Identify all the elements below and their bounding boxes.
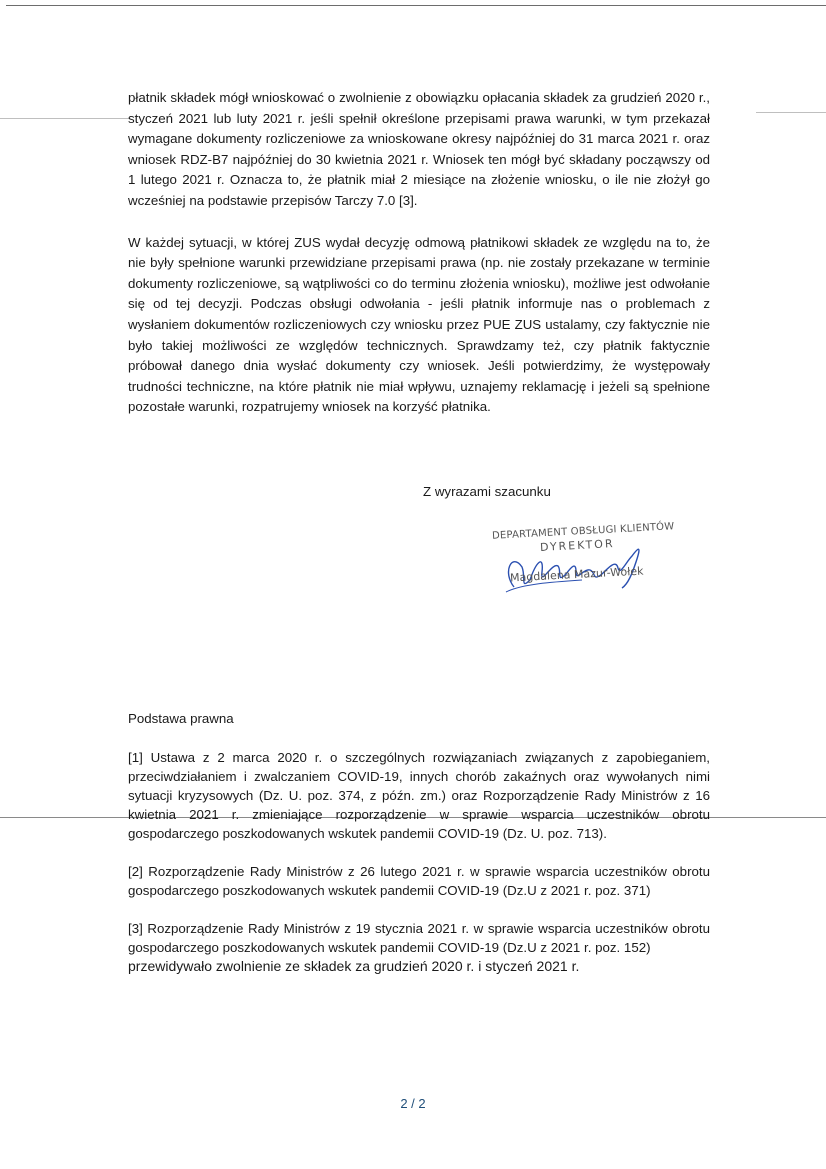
scan-artifact-line xyxy=(0,118,130,119)
legal-basis-item: [1] Ustawa z 2 marca 2020 r. o szczególnych rozwiązaniach związanych z zapobieganiem, przeciwdziałaniem i zwalczaniem COVID-19, innych chorób zakaźnych oraz wywołanych nimi sytuacji kryzysowych (Dz. U. poz. 374, z późn. zm.) oraz Rozporządzenie Rady Ministrów z 16 kwietnia 2021 r. zmieniające rozporządzenie w sprawie wsparcia uczestników obrotu gospodarczego poszkodowanych wskutek pandemii COVID-19 (Dz. U. poz. 713). xyxy=(128,750,710,841)
scan-artifact-line xyxy=(756,112,826,113)
body-paragraph: płatnik składek mógł wnioskować o zwolnienie z obowiązku opłacania składek za grudzień 2020 r., styczeń 2021 lub luty 2021 r. jeśli spełnił określone przepisami prawa warunki, w tym przekazał wymagane dokumenty rozliczeniowe za wnioskowane okresy najpóźniej do 31 marca 2021 r. oraz wniosek RDZ-B7 najpóźniej do 30 kwietnia 2021 r. Wniosek ten mógł być składany począwszy od 1 lutego 2021 r. Oznacza to, że płatnik miał 2 miesiące na złożenie wniosku, o ile nie złożył go wcześniej na podstawie przepisów Tarczy 7.0 [3]. xyxy=(128,90,710,208)
body-paragraph: W każdej sytuacji, w której ZUS wydał decyzję odmową płatnikowi składek ze względu na to, że nie były spełnione warunki przewidziane przepisami prawa (np. nie zostały przekazane w terminie dokumenty rozliczeniowe, są wątpliwości co do terminu złożenia wniosku), możliwe jest odwołanie się od tej decyzji. Podczas obsługi odwołania - jeśli płatnik informuje nas o problemach z wysłaniem dokumentów rozliczeniowych czy wniosku przez PUE ZUS ustalamy, czy faktycznie nie było takiej możliwości ze względów technicznych. Sprawdzamy też, czy płatnik faktycznie próbował danego dnia wysłać dokumenty czy wniosek. Jeśli potwierdzimy, że występowały trudności techniczne, na które płatnik nie miał wpływu, uznajemy reklamację i jeżeli są spełnione pozostałe warunki, rozpatrujemy wniosek na korzyść płatnika. xyxy=(128,234,710,415)
letter-body xyxy=(128,88,710,418)
signature-stamp xyxy=(492,522,682,602)
stamp-name: Magdalena Mazur-Wołek xyxy=(509,564,644,585)
legal-basis-item: [3] Rozporządzenie Rady Ministrów z 19 stycznia 2021 r. w sprawie wsparcia uczestników obrotu gospodarczego poszkodowanych wskutek pandemii COVID-19 (Dz.U z 2021 r. poz. 152) xyxy=(128,921,710,955)
legal-basis-section xyxy=(128,709,710,976)
legal-basis-item: [2] Rozporządzenie Rady Ministrów z 26 lutego 2021 r. w sprawie wsparcia uczestników obrotu gospodarczego poszkodowanych wskutek pandemii COVID-19 (Dz.U z 2021 r. poz. 371) xyxy=(128,864,710,898)
legal-basis-item-tail: przewidywało zwolnienie ze składek za grudzień 2020 r. i styczeń 2021 r. xyxy=(128,958,580,974)
page-number: 2 / 2 xyxy=(400,1096,426,1111)
stamp-title: DYREKTOR xyxy=(539,537,615,554)
stamp-department: DEPARTAMENT OBSŁUGI KLIENTÓW xyxy=(491,521,675,542)
scan-top-edge-line xyxy=(6,5,826,6)
legal-basis-heading: Podstawa prawna xyxy=(128,711,234,726)
closing-salutation: Z wyrazami szacunku xyxy=(423,484,551,499)
